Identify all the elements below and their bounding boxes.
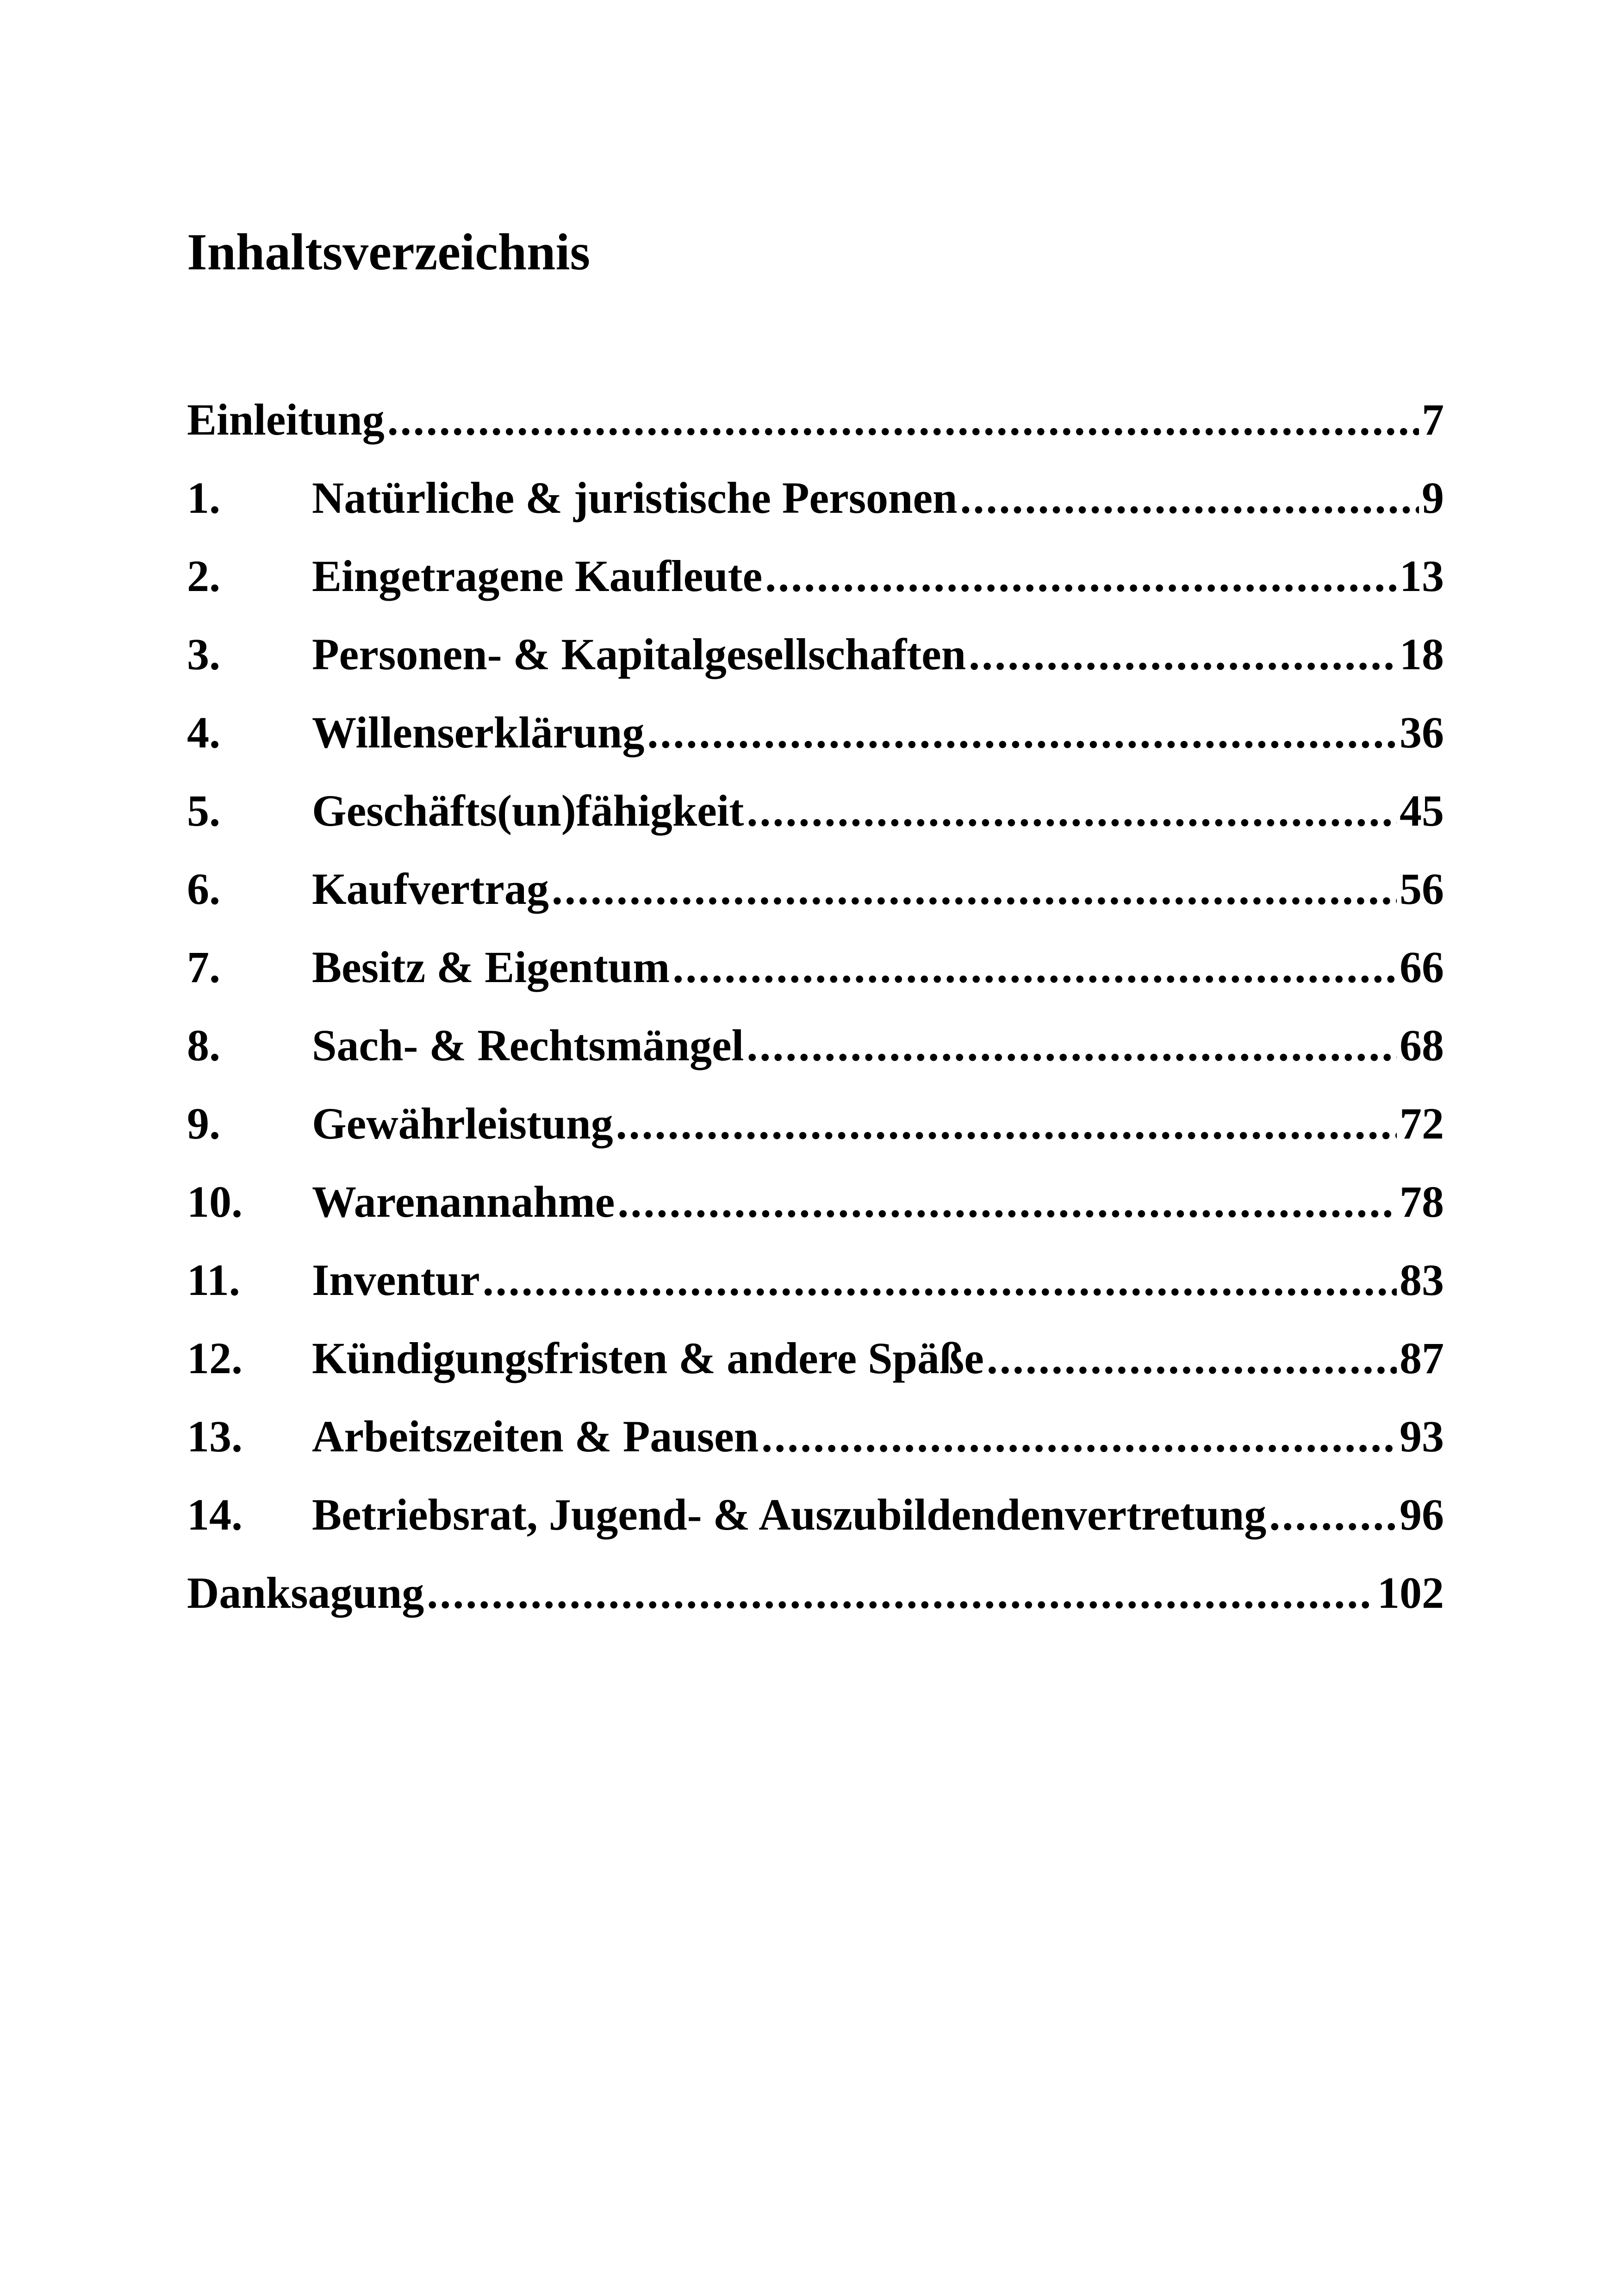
toc-entry-number: 10. xyxy=(187,1177,243,1226)
toc-dot-leader xyxy=(387,380,1419,459)
page-title: Inhaltsverzeichnis xyxy=(187,224,591,281)
toc-entry-number: 6. xyxy=(187,864,220,914)
toc-dot-leader xyxy=(617,1163,1397,1241)
toc-entry-label: Willenserklärung xyxy=(312,708,645,757)
toc-entry-number: 13. xyxy=(187,1412,243,1461)
toc-dot-leader xyxy=(960,459,1419,537)
toc-entry-page-number: 96 xyxy=(1400,1490,1444,1539)
toc-entry[interactable] xyxy=(187,1397,1444,1475)
toc-dot-leader xyxy=(747,772,1397,850)
toc-dot-leader xyxy=(647,693,1397,772)
toc-entry-label: Eingetragene Kaufleute xyxy=(312,551,763,601)
toc-entry-label: Betriebsrat, Jugend- & Auszubildendenvertretung xyxy=(312,1490,1267,1539)
toc-entry-page-number: 93 xyxy=(1400,1412,1444,1461)
toc-dot-leader xyxy=(427,1554,1375,1632)
toc-entry-label: Danksagung xyxy=(187,1568,424,1618)
toc-entry-label: Natürliche & juristische Personen xyxy=(312,473,958,523)
toc-dot-leader xyxy=(765,537,1397,615)
toc-entry-page-number: 36 xyxy=(1400,708,1444,757)
toc-entry-label: Geschäfts(un)fähigkeit xyxy=(312,786,744,835)
toc-list xyxy=(187,380,1444,1632)
toc-entry-page-number: 45 xyxy=(1400,786,1444,835)
toc-dot-leader xyxy=(1269,1475,1397,1554)
toc-entry[interactable] xyxy=(187,850,1444,928)
toc-entry-number: 4. xyxy=(187,708,220,757)
toc-dot-leader xyxy=(747,1006,1397,1084)
toc-entry-number: 8. xyxy=(187,1020,220,1070)
toc-entry-number: 1. xyxy=(187,473,220,523)
toc-entry[interactable] xyxy=(187,693,1444,772)
toc-entry[interactable] xyxy=(187,1475,1444,1554)
toc-entry-number: 5. xyxy=(187,786,220,835)
toc-dot-leader xyxy=(761,1397,1397,1475)
toc-entry-number: 14. xyxy=(187,1490,243,1539)
toc-entry-page-number: 78 xyxy=(1400,1177,1444,1226)
toc-entry-number: 3. xyxy=(187,629,220,679)
toc-entry[interactable] xyxy=(187,1319,1444,1397)
toc-entry-page-number: 66 xyxy=(1400,942,1444,992)
toc-entry-label: Arbeitszeiten & Pausen xyxy=(312,1412,759,1461)
toc-entry-label: Einleitung xyxy=(187,395,385,444)
toc-entry-page-number: 18 xyxy=(1400,629,1444,679)
toc-dot-leader xyxy=(616,1084,1397,1163)
toc-entry[interactable] xyxy=(187,459,1444,537)
toc-entry[interactable] xyxy=(187,928,1444,1006)
toc-entry-number: 9. xyxy=(187,1099,220,1148)
toc-entry-label: Besitz & Eigentum xyxy=(312,942,670,992)
toc-entry-label: Gewährleistung xyxy=(312,1099,613,1148)
toc-entry-page-number: 13 xyxy=(1400,551,1444,601)
toc-entry-label: Personen- & Kapitalgesellschaften xyxy=(312,629,966,679)
toc-entry-label: Warenannahme xyxy=(312,1177,615,1226)
toc-entry[interactable] xyxy=(187,1006,1444,1084)
toc-entry[interactable] xyxy=(187,1163,1444,1241)
toc-entry-label: Inventur xyxy=(312,1255,480,1305)
toc-entry-label: Kündigungsfristen & andere Späße xyxy=(312,1333,984,1383)
toc-entry[interactable] xyxy=(187,1241,1444,1319)
toc-entry[interactable] xyxy=(187,1084,1444,1163)
toc-dot-leader xyxy=(552,850,1397,928)
toc-entry-page-number: 102 xyxy=(1377,1568,1444,1618)
toc-dot-leader xyxy=(969,615,1397,693)
toc-entry-page-number: 68 xyxy=(1400,1020,1444,1070)
toc-entry-number: 7. xyxy=(187,942,220,992)
toc-entry[interactable] xyxy=(187,615,1444,693)
toc-dot-leader xyxy=(672,928,1397,1006)
toc-entry-page-number: 9 xyxy=(1422,473,1444,523)
toc-entry-page-number: 72 xyxy=(1400,1099,1444,1148)
toc-entry[interactable] xyxy=(187,537,1444,615)
toc-entry-page-number: 83 xyxy=(1400,1255,1444,1305)
toc-entry[interactable] xyxy=(187,380,1444,459)
toc-entry-number: 12. xyxy=(187,1333,243,1383)
toc-entry-number: 2. xyxy=(187,551,220,601)
toc-entry[interactable] xyxy=(187,772,1444,850)
toc-dot-leader xyxy=(483,1241,1397,1319)
toc-entry-page-number: 87 xyxy=(1400,1333,1444,1383)
toc-entry[interactable] xyxy=(187,1554,1444,1632)
toc-entry-page-number: 56 xyxy=(1400,864,1444,914)
toc-dot-leader xyxy=(987,1319,1397,1397)
toc-entry-label: Sach- & Rechtsmängel xyxy=(312,1020,744,1070)
toc-entry-page-number: 7 xyxy=(1422,395,1444,444)
toc-entry-number: 11. xyxy=(187,1255,240,1305)
toc-entry-label: Kaufvertrag xyxy=(312,864,549,914)
